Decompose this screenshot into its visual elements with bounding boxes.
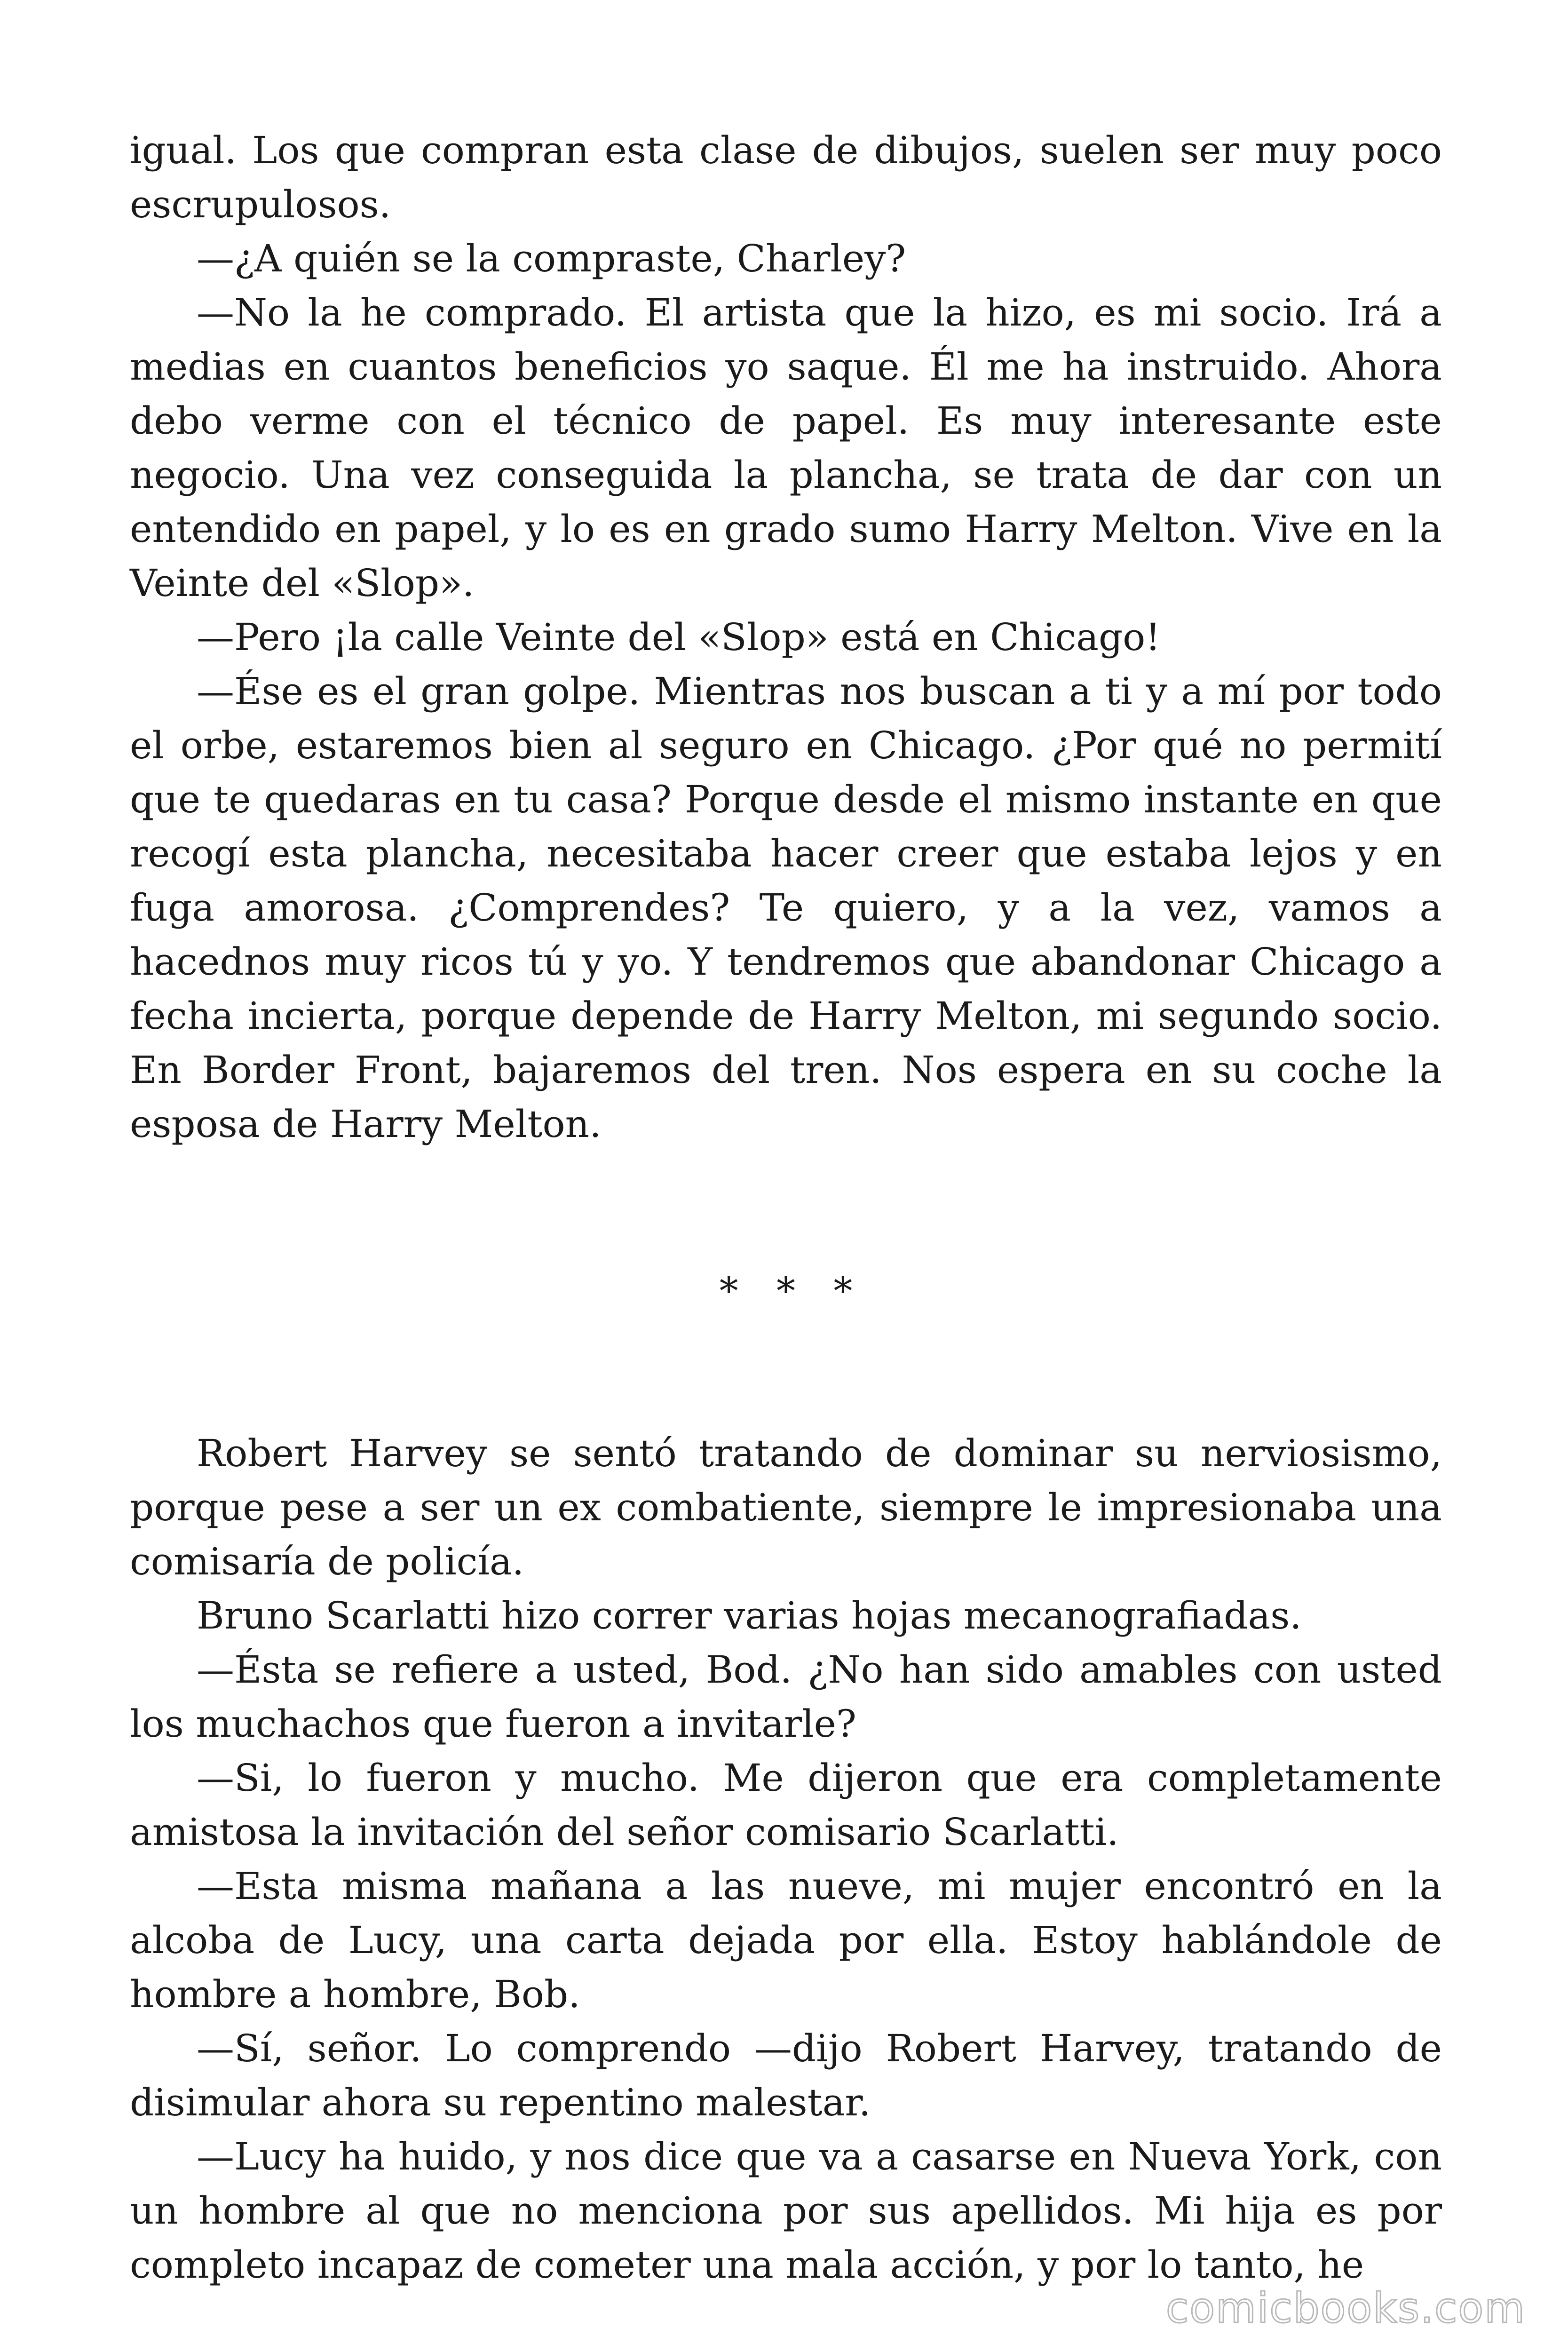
paragraph: —Ésta se refiere a usted, Bod. ¿No han sido amables con usted los muchachos que fueron a invitarle? (130, 1648, 1442, 1746)
paragraph: —Si, lo fueron y mucho. Me dijeron que era completamente amistosa la invitación del señor comisario Scarlatti. (130, 1756, 1442, 1854)
paragraph: Robert Harvey se sentó tratando de dominar su nerviosismo, porque pese a ser un ex combatiente, siempre le impresionaba una comisaría de policía. (130, 1431, 1442, 1583)
paragraph: —Sí, señor. Lo comprendo —dijo Robert Harvey, tratando de disimular ahora su repentino malestar. (130, 2026, 1442, 2124)
paragraph: Bruno Scarlatti hizo correr varias hojas mecanografiadas. (197, 1594, 1302, 1637)
paragraph: —Pero ¡la calle Veinte del «Slop» está en Chicago! (197, 615, 1161, 659)
watermark: comicbooks.com (1165, 2284, 1526, 2332)
paragraph: —¿A quién se la compraste, Charley? (197, 237, 906, 280)
paragraph: —No la he comprado. El artista que la hizo, es mi socio. Irá a medias en cuantos beneficios yo saque. Él me ha instruido. Ahora debo verme con el técnico de papel. Es muy interesante este negocio. Una vez conseguida la plancha, se trata de dar con un entendido en papel, y lo es en grado sumo Harry Melton. Vive en la Veinte del «Slop». (130, 291, 1442, 605)
page-body (130, 123, 1442, 2292)
paragraph: —Lucy ha huido, y nos dice que va a casarse en Nueva York, con un hombre al que no menciona por sus apellidos. Mi hija es por completo incapaz de cometer una mala acción, y por lo tanto, he (130, 2135, 1442, 2287)
section-break: * * * (719, 1269, 866, 1313)
paragraph: —Ése es el gran golpe. Mientras nos buscan a ti y a mí por todo el orbe, estaremos bien al seguro en Chicago. ¿Por qué no permití que te quedaras en tu casa? Porque desde el mismo instante en que recogí esta plancha, necesitaba hacer creer que estaba lejos y en fuga amorosa. ¿Comprendes? Te quiero, y a la vez, vamos a hacednos muy ricos tú y yo. Y tendremos que abandonar Chicago a fecha incierta, porque depende de Harry Melton, mi segundo socio. En Border Front, bajaremos del tren. Nos espera en su coche la esposa de Harry Melton. (130, 669, 1442, 1146)
paragraph: —Esta misma mañana a las nueve, mi mujer encontró en la alcoba de Lucy, una carta dejada por ella. Estoy hablándole de hombre a hombre, Bob. (130, 1864, 1442, 2016)
paragraph: igual. Los que compran esta clase de dibujos, suelen ser muy poco escrupulosos. (130, 128, 1442, 226)
